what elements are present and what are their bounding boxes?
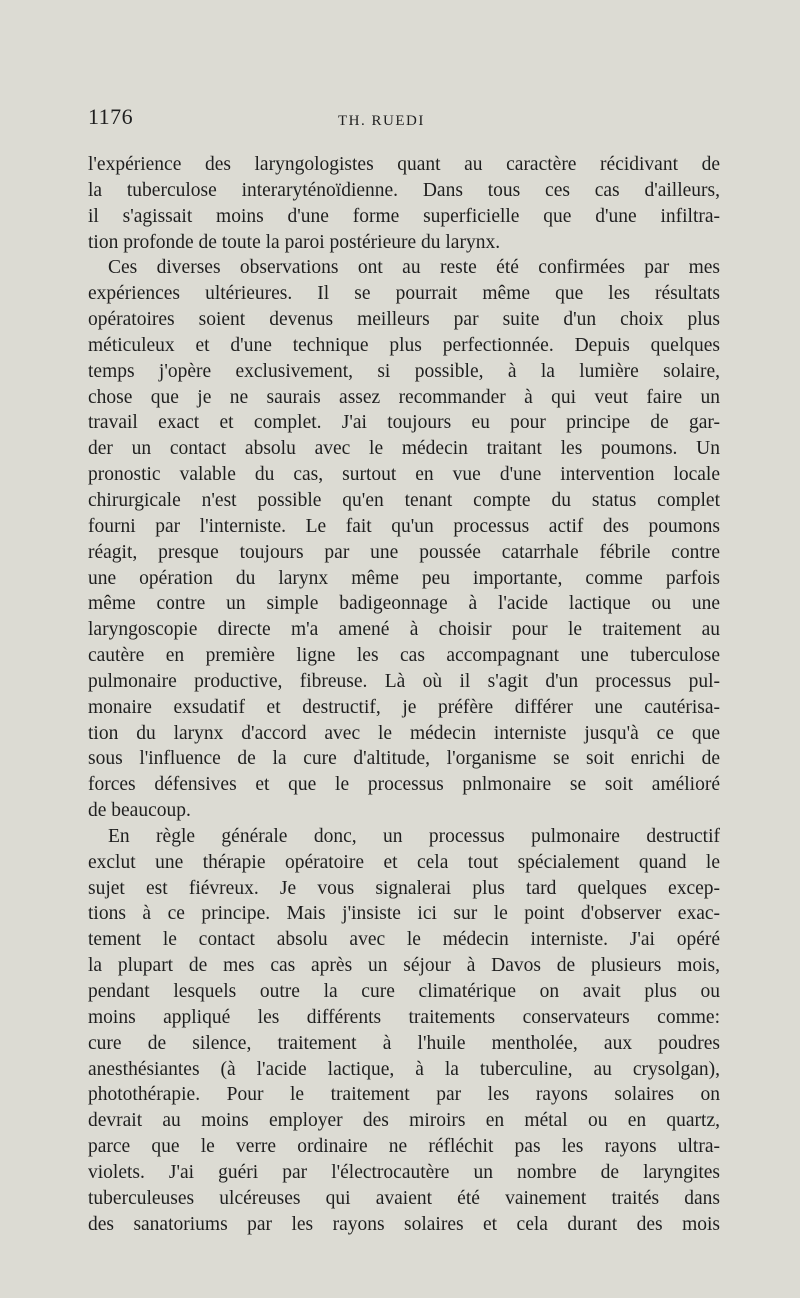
text-line: sujet est fiévreux. Je vous signalerai plus tard quelques excep-: [88, 877, 720, 899]
text-line: tion du larynx d'accord avec le médecin interniste jusqu'à ce que: [88, 722, 720, 744]
text-line: fourni par l'interniste. Le fait qu'un processus actif des poumons: [88, 515, 720, 537]
text-line: monaire exsudatif et destructif, je préfère différer une cautérisa-: [88, 696, 720, 718]
text-line: tuberculeuses ulcéreuses qui avaient été vainement traités dans: [88, 1187, 720, 1209]
text-line: expériences ultérieures. Il se pourrait même que les résultats: [88, 283, 720, 305]
text-line: des sanatoriums par les rayons solaires et cela durant des mois: [88, 1213, 720, 1235]
text-line: pulmonaire productive, fibreuse. Là où il s'agit d'un processus pul-: [88, 670, 720, 692]
text-line: En règle générale donc, un processus pulmonaire destructif: [108, 825, 720, 847]
text-line: chose que je ne saurais assez recommander à qui veut faire un: [88, 386, 720, 408]
text-line: anesthésiantes (à l'acide lactique, à la tuberculine, au crysolgan),: [88, 1058, 720, 1080]
running-head: TH. RUEDI: [338, 113, 425, 129]
text-line: Ces diverses observations ont au reste été confirmées par mes: [108, 257, 720, 279]
text-line: tions à ce principe. Mais j'insiste ici sur le point d'observer exac-: [88, 903, 720, 925]
text-line: photothérapie. Pour le traitement par les rayons solaires on: [88, 1084, 720, 1106]
text-line: même contre un simple badigeonnage à l'acide lactique ou une: [88, 593, 720, 615]
text-line: tement le contact absolu avec le médecin interniste. J'ai opéré: [88, 929, 720, 951]
text-line: der un contact absolu avec le médecin traitant les poumons. Un: [88, 438, 720, 460]
text-line: moins appliqué les différents traitements conservateurs comme:: [88, 1006, 720, 1028]
text-line: cautère en première ligne les cas accompagnant une tuberculose: [88, 645, 720, 667]
text-line: opératoires soient devenus meilleurs par suite d'un choix plus: [88, 309, 720, 331]
text-line: chirurgicale n'est possible qu'en tenant compte du status complet: [88, 489, 720, 511]
text-line: sous l'influence de la cure d'altitude, l'organisme se soit enrichi de: [88, 748, 720, 770]
text-line: méticuleux et d'une technique plus perfectionnée. Depuis quelques: [88, 334, 720, 356]
text-line: exclut une thérapie opératoire et cela tout spécialement quand le: [88, 851, 720, 873]
text-line: violets. J'ai guéri par l'électrocautère un nombre de laryngites: [88, 1161, 720, 1183]
text-line: pronostic valable du cas, surtout en vue d'une intervention locale: [88, 464, 720, 486]
text-line: la tuberculose interaryténoïdienne. Dans tous ces cas d'ailleurs,: [88, 179, 720, 201]
body-text: [88, 152, 720, 1237]
text-line: temps j'opère exclusivement, si possible, à la lumière solaire,: [88, 360, 720, 382]
text-line: une opération du larynx même peu importante, comme parfois: [88, 567, 720, 589]
text-line: forces défensives et que le processus pnlmonaire se soit amélioré: [88, 774, 720, 796]
text-line: réagit, presque toujours par une poussée catarrhale fébrile contre: [88, 541, 720, 563]
text-line: il s'agissait moins d'une forme superficielle que d'une infiltra-: [88, 205, 720, 227]
text-line: laryngoscopie directe m'a amené à choisir pour le traitement au: [88, 619, 720, 641]
text-line: l'expérience des laryngologistes quant au caractère récidivant de: [88, 154, 720, 175]
text-line: devrait au moins employer des miroirs en métal ou en quartz,: [88, 1110, 720, 1132]
text-line: de beaucoup.: [88, 800, 191, 822]
page-number: 1176: [88, 104, 134, 129]
text-line: la plupart de mes cas après un séjour à Davos de plusieurs mois,: [88, 955, 720, 977]
text-line: tion profonde de toute la paroi postérieure du larynx.: [88, 231, 501, 253]
text-line: travail exact et complet. J'ai toujours eu pour principe de gar-: [88, 412, 720, 434]
text-line: cure de silence, traitement à l'huile mentholée, aux poudres: [88, 1032, 720, 1054]
text-line: pendant lesquels outre la cure climatérique on avait plus ou: [88, 981, 720, 1002]
text-line: parce que le verre ordinaire ne réfléchit pas les rayons ultra-: [88, 1136, 720, 1158]
